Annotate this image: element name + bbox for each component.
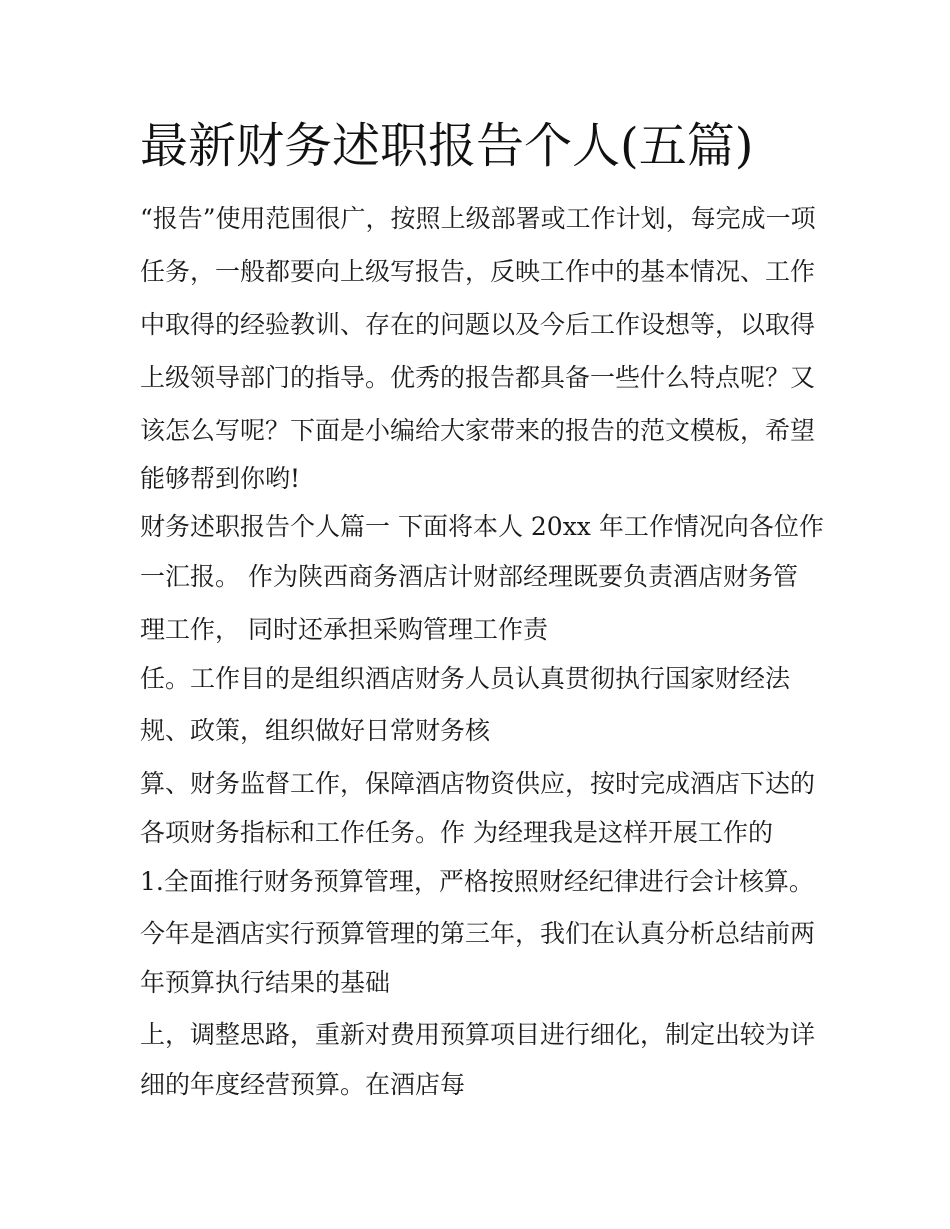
body-line: 各项财务指标和工作任务。作 为经理我是这样开展工作的 bbox=[140, 818, 773, 847]
body-line: 规、政策，组织做好日常财务核 bbox=[140, 716, 491, 745]
body-line: 上，调整思路，重新对费用预算项目进行细化，制定出较为详 bbox=[140, 1020, 816, 1049]
body-line: 能够帮到你哟! bbox=[140, 464, 301, 493]
body-line: 细的年度经营预算。在酒店每 bbox=[140, 1070, 466, 1099]
body-line: 今年是酒店实行预算管理的第三年，我们在认真分析总结前两 bbox=[140, 919, 816, 948]
body-line: “报告”使用范围很广，按照上级部署或工作计划，每完成一项 bbox=[140, 204, 816, 233]
body-line: 理工作， 同时还承担采购管理工作责 bbox=[140, 615, 548, 644]
body-line: 1.全面推行财务预算管理，严格按照财经纪律进行会计核算。 bbox=[140, 867, 814, 896]
body-line: 任务，一般都要向上级写报告，反映工作中的基本情况、工作 bbox=[140, 257, 816, 286]
document-title: 最新财务述职报告个人(五篇) bbox=[140, 118, 754, 174]
body-line: 年预算执行结果的基础 bbox=[140, 968, 391, 997]
body-line: 上级领导部门的指导。优秀的报告都具备一些什么特点呢？又 bbox=[140, 363, 816, 392]
body-line: 该怎么写呢？下面是小编给大家带来的报告的范文模板，希望 bbox=[140, 416, 816, 445]
body-line: 算、财务监督工作，保障酒店物资供应，按时完成酒店下达的 bbox=[140, 769, 816, 798]
body-line: 财务述职报告个人篇一 下面将本人 20xx 年工作情况向各位作 bbox=[140, 512, 824, 541]
body-line: 中取得的经验教训、存在的问题以及今后工作设想等，以取得 bbox=[140, 310, 816, 339]
body-line: 一汇报。 作为陕西商务酒店计财部经理既要负责酒店财务管 bbox=[140, 562, 798, 591]
body-line: 任。工作目的是组织酒店财务人员认真贯彻执行国家财经法 bbox=[140, 664, 791, 693]
